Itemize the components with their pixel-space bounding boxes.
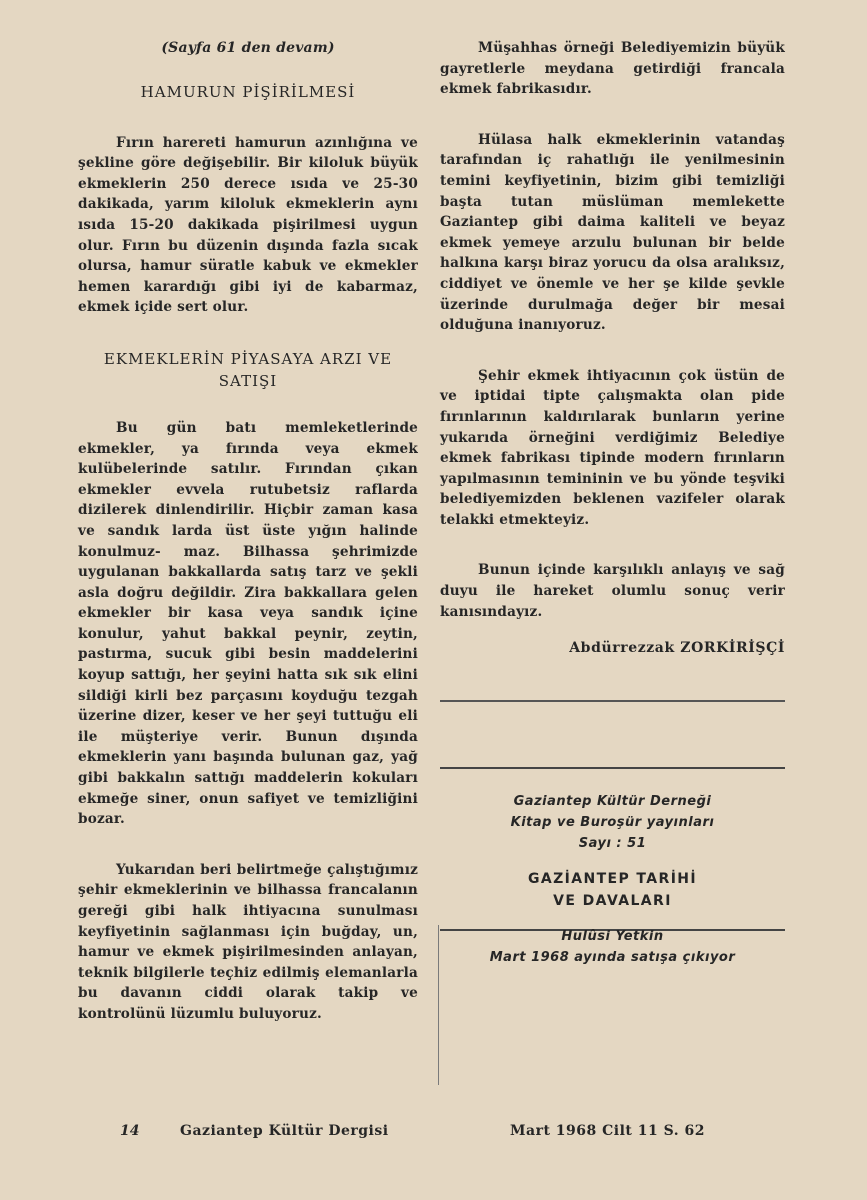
paragraph-summary: Hülasa halk ekmeklerinin vatandaş tarafından iç rahatlığı ile yenilmesinin temini keyfiyetinin, bizim gibi temizliği başta tutan müslüman memlekette Gaziantep gibi daima kaliteli ve beyaz ekmek yemeye arzulu bulunan bir belde halkına karşı biraz yorucu da olsa aralıksız, ciddiyet ve önemle ve her şe kilde şevkle üzerinde durulmağa değer bir mesai olduğuna inanıyoruz. bbox=[440, 131, 785, 334]
left-column bbox=[78, 38, 418, 1025]
notice-date: Mart 1968 ayında satışa çıkıyor bbox=[489, 950, 736, 965]
section-heading-baking: HAMURUN PİŞİRİLMESİ bbox=[140, 82, 356, 101]
section-heading-market: EKMEKLERİN PİYASAYA ARZI VE SATIŞI bbox=[103, 349, 393, 390]
notice-author: Hulûsi Yetkin bbox=[561, 929, 664, 944]
vertical-divider bbox=[438, 925, 439, 1085]
continued-note: (Sayfa 61 den devam) bbox=[161, 40, 335, 56]
article-author: Abdürrezzak ZORKİRİŞÇİ bbox=[569, 640, 785, 657]
page-number: 14 bbox=[120, 1123, 140, 1139]
journal-name: Gaziantep Kültür Dergisi bbox=[180, 1123, 389, 1139]
publication-notice bbox=[440, 767, 785, 965]
notice-title-line1: GAZİANTEP TARİHİ bbox=[527, 871, 698, 887]
paragraph-example: Müşahhas örneği Belediyemizin büyük gayretlerle meydana getirdiği francala ekmek fabrikasıdır. bbox=[440, 40, 785, 98]
paragraph-baking: Fırın harereti hamurun azınlığına ve şekline göre değişebilir. Bir kiloluk büyük ekmeklerin 250 derece ısıda ve 25-30 dakikada, yarım kiloluk ekmeklerin aynı ısıda 15-20 dakikada pişirilmesi uygun olur. Fırın bu düzenin dışında fazla sıcak olursa, hamur süratle kabuk ve ekmekler hemen karardığı gibi iyi de kabarmaz, ekmek içide sert olur. bbox=[78, 134, 418, 316]
notice-title-line2: VE DAVALARI bbox=[553, 893, 672, 909]
paragraph-conclusion-left: Yukarıdan beri belirtmeğe çalıştığımız şehir ekmeklerinin ve bilhassa francalanın gereği gibi halk ihtiyacına sunulması keyfiyetinin sağlanması için buğday, un, hamur ve ekmek pişirilmesinden anlayan, teknik bilgilerle teçhiz edilmiş elemanlarla bu davanın ciddi olarak takip ve kontrolünü lüzumlu buluyoruz. bbox=[78, 861, 418, 1022]
notice-publisher: Gaziantep Kültür Derneği bbox=[513, 794, 712, 809]
notice-number: Sayı : 51 bbox=[578, 836, 647, 851]
paragraph-modern-ovens: Şehir ekmek ihtiyacının çok üstün de ve iptidai tipte çalışmakta olan pide fırınlarının kaldırılarak bunların yerine yukarıda örneğini verdiğimiz Belediye ekmek fabrikası tipinde modern fırınların yapılmasının temininin ve bu yönde teşviki belediyemizden beklenen vazifeler olarak telakki etmekteyiz. bbox=[440, 367, 785, 528]
issue-info: Mart 1968 Cilt 11 S. 62 bbox=[510, 1123, 705, 1139]
column-divider-rule bbox=[440, 700, 785, 702]
notice-series: Kitap ve Buroşür yayınları bbox=[510, 815, 715, 830]
right-column bbox=[440, 38, 785, 659]
paragraph-market: Bu gün batı memleketlerinde ekmekler, ya fırında veya ekmek kulübelerinde satılır. Fırından çıkan ekmekler evvela rutubetsiz raflarda dizilerek dinlendirilir. Hiçbir zaman kasa ve sandık larda üst üste yığın halinde konulmuz- maz. Bilhassa şehrimizde uygulanan bakkallarda satış tarz ve şekli asla doğru değildir. Zira bakkallara gelen ekmekler bir kasa veya sandık içine konulur, yahut bakkal peynir, zeytin, pastırma, sucuk gibi besin maddelerini koyup sattığı, her şeyini hatta sık sık elini sildiği kirli bez parçasını koyduğu tezgah üzerine dizer, keser ve her şeyi tuttuğu eli ile müşteriye verir. Bunun dışında ekmeklerin yanı başında bulunan gaz, yağ gibi bakkalın sattığı maddelerin kokuları ekmeğe siner, onun safiyet ve temizliğini bozar. bbox=[78, 419, 418, 828]
paragraph-result: Bunun içinde karşılıklı anlayış ve sağ duyu ile hareket olumlu sonuç verir kanısındayız. bbox=[440, 562, 785, 620]
